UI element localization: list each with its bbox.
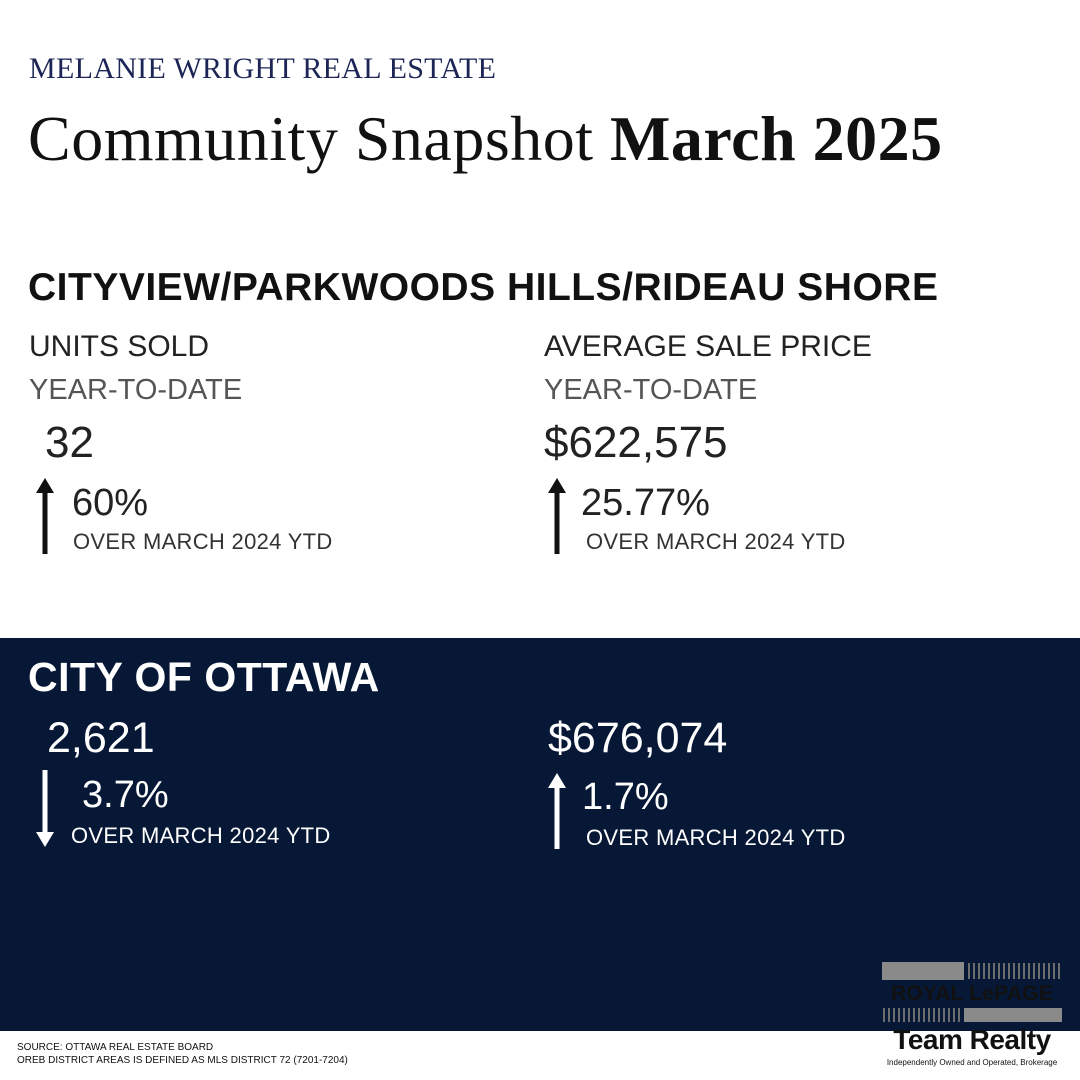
units-sold-label: UNITS SOLD <box>29 330 210 363</box>
logo-royal-lepage-text: ROYAL LePAGE <box>891 982 1053 1005</box>
district-note: OREB DISTRICT AREAS IS DEFINED AS MLS DISTRICT 72 (7201-7204) <box>17 1055 348 1066</box>
logo-stripes-top-icon <box>882 962 1062 980</box>
units-sold-value: 32 <box>45 418 94 467</box>
source-footnote <box>17 1041 348 1067</box>
price-up-arrow-icon <box>547 478 567 555</box>
logo-team-realty-text: Team Realty <box>893 1024 1051 1055</box>
brand-name: MELANIE WRIGHT REAL ESTATE <box>29 52 497 85</box>
price-period-label: YEAR-TO-DATE <box>544 374 758 406</box>
city-price-value: $676,074 <box>548 714 728 762</box>
city-units-value: 2,621 <box>47 714 155 762</box>
city-units-down-arrow-icon <box>35 770 55 848</box>
units-up-arrow-icon <box>35 478 55 555</box>
city-units-comparison-label: OVER MARCH 2024 YTD <box>71 823 331 848</box>
city-price-comparison-label: OVER MARCH 2024 YTD <box>586 825 846 850</box>
units-comparison-label: OVER MARCH 2024 YTD <box>73 529 333 554</box>
city-units-change-percent: 3.7% <box>82 774 169 816</box>
avg-price-label: AVERAGE SALE PRICE <box>544 330 872 363</box>
city-price-change-percent: 1.7% <box>582 776 669 818</box>
community-name: CITYVIEW/PARKWOODS HILLS/RIDEAU SHORE <box>28 266 939 309</box>
title-month: March 2025 <box>610 103 943 174</box>
logo-tagline-text: Independently Owned and Operated, Brokerage <box>886 1058 1058 1067</box>
city-price-up-arrow-icon <box>547 773 567 850</box>
units-change-percent: 60% <box>72 482 149 524</box>
units-period-label: YEAR-TO-DATE <box>29 374 243 406</box>
avg-price-value: $622,575 <box>544 418 728 467</box>
royal-lepage-logo <box>882 962 1062 1070</box>
price-change-percent: 25.77% <box>581 482 710 524</box>
city-name: CITY OF OTTAWA <box>28 654 380 700</box>
price-comparison-label: OVER MARCH 2024 YTD <box>586 529 846 554</box>
page-title <box>28 102 943 176</box>
title-regular: Community Snapshot <box>28 103 610 174</box>
source-line: SOURCE: OTTAWA REAL ESTATE BOARD <box>17 1042 214 1053</box>
